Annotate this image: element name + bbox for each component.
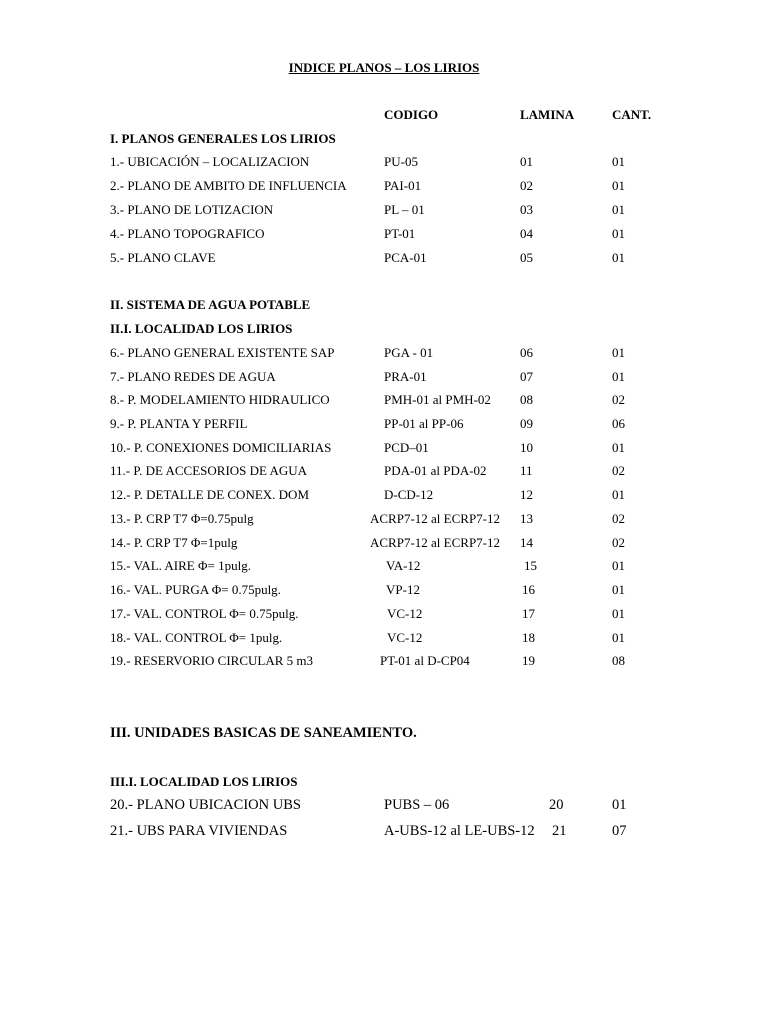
row-cant: 02 bbox=[612, 392, 625, 407]
row-cant: 01 bbox=[612, 630, 625, 645]
row-desc: 19.- RESERVORIO CIRCULAR 5 m3 bbox=[110, 653, 313, 668]
row-codigo: ACRP7-12 al ECRP7-12 bbox=[370, 535, 501, 550]
row-desc: 6.- PLANO GENERAL EXISTENTE SAP bbox=[110, 345, 335, 360]
row-desc: 12.- P. DETALLE DE CONEX. DOM bbox=[110, 487, 309, 502]
row-cant: 01 bbox=[612, 797, 627, 813]
row-codigo: ACRP7-12 al ECRP7-12 bbox=[370, 511, 501, 526]
row-desc: 21.- UBS PARA VIVIENDAS bbox=[110, 823, 288, 839]
row-codigo: PMH-01 al PMH-02 bbox=[384, 392, 491, 407]
row-lamina: 09 bbox=[520, 416, 533, 431]
row-cant: 01 bbox=[612, 440, 625, 455]
row-cant: 01 bbox=[612, 202, 625, 217]
header-lamina: LAMINA bbox=[520, 107, 575, 122]
row-cant: 01 bbox=[612, 154, 625, 169]
row-codigo: A-UBS-12 al LE-UBS-12 bbox=[384, 823, 535, 839]
row-desc: 4.- PLANO TOPOGRAFICO bbox=[110, 226, 265, 241]
row-codigo: PCA-01 bbox=[384, 250, 427, 265]
row-lamina: 06 bbox=[520, 345, 533, 360]
row-lamina: 01 bbox=[520, 154, 533, 169]
row-lamina: 14 bbox=[520, 535, 533, 550]
row-lamina: 20 bbox=[549, 797, 564, 813]
row-lamina: 16 bbox=[522, 582, 535, 597]
row-lamina: 02 bbox=[520, 178, 533, 193]
row-codigo: PU-05 bbox=[384, 154, 418, 169]
row-codigo: VC-12 bbox=[387, 630, 423, 645]
row-cant: 01 bbox=[612, 178, 625, 193]
row-codigo: PCD–01 bbox=[384, 440, 429, 455]
row-codigo: PT-01 bbox=[384, 226, 416, 241]
row-lamina: 19 bbox=[522, 653, 535, 668]
row-desc: 20.- PLANO UBICACION UBS bbox=[110, 797, 301, 813]
row-lamina: 18 bbox=[522, 630, 535, 645]
section-heading-2: II. SISTEMA DE AGUA POTABLE bbox=[110, 297, 311, 312]
section-heading-3: III. UNIDADES BASICAS DE SANEAMIENTO. bbox=[110, 725, 417, 741]
row-cant: 07 bbox=[612, 823, 627, 839]
subsection-heading-3-1: III.I. LOCALIDAD LOS LIRIOS bbox=[110, 774, 298, 789]
document-title: INDICE PLANOS – LOS LIRIOS bbox=[288, 60, 480, 75]
row-codigo: PRA-01 bbox=[384, 369, 427, 384]
row-cant: 02 bbox=[612, 463, 625, 478]
row-cant: 01 bbox=[612, 582, 625, 597]
row-desc: 15.- VAL. AIRE Φ= 1pulg. bbox=[110, 558, 251, 573]
header-cant: CANT. bbox=[612, 107, 652, 122]
row-desc: 13.- P. CRP T7 Φ=0.75pulg bbox=[110, 511, 254, 526]
row-codigo: PDA-01 al PDA-02 bbox=[384, 463, 487, 478]
row-desc: 7.- PLANO REDES DE AGUA bbox=[110, 369, 276, 384]
row-desc: 16.- VAL. PURGA Φ= 0.75pulg. bbox=[110, 582, 281, 597]
row-lamina: 11 bbox=[520, 463, 533, 478]
row-desc: 1.- UBICACIÓN – LOCALIZACION bbox=[110, 154, 310, 169]
header-codigo: CODIGO bbox=[384, 107, 439, 122]
row-lamina: 07 bbox=[520, 369, 533, 384]
row-lamina: 21 bbox=[552, 823, 567, 839]
row-cant: 01 bbox=[612, 369, 625, 384]
section-heading-1: I. PLANOS GENERALES LOS LIRIOS bbox=[110, 131, 336, 146]
row-cant: 01 bbox=[612, 558, 625, 573]
row-codigo: PGA - 01 bbox=[384, 345, 434, 360]
row-codigo: PAI-01 bbox=[384, 178, 422, 193]
row-cant: 01 bbox=[612, 487, 625, 502]
row-lamina: 15 bbox=[524, 558, 537, 573]
row-cant: 08 bbox=[612, 653, 625, 668]
row-codigo: D-CD-12 bbox=[384, 487, 434, 502]
row-desc: 8.- P. MODELAMIENTO HIDRAULICO bbox=[110, 392, 330, 407]
row-desc: 14.- P. CRP T7 Φ=1pulg bbox=[110, 535, 238, 550]
row-codigo: PP-01 al PP-06 bbox=[384, 416, 464, 431]
row-codigo: VA-12 bbox=[386, 558, 421, 573]
row-codigo: VC-12 bbox=[387, 606, 423, 621]
row-codigo: PUBS – 06 bbox=[384, 797, 450, 813]
row-cant: 01 bbox=[612, 345, 625, 360]
row-lamina: 08 bbox=[520, 392, 533, 407]
row-lamina: 10 bbox=[520, 440, 533, 455]
row-lamina: 05 bbox=[520, 250, 533, 265]
row-desc: 3.- PLANO DE LOTIZACION bbox=[110, 202, 274, 217]
subsection-heading-2-1: II.I. LOCALIDAD LOS LIRIOS bbox=[110, 321, 293, 336]
row-cant: 01 bbox=[612, 226, 625, 241]
row-desc: 9.- P. PLANTA Y PERFIL bbox=[110, 416, 248, 431]
row-desc: 5.- PLANO CLAVE bbox=[110, 250, 216, 265]
row-desc: 10.- P. CONEXIONES DOMICILIARIAS bbox=[110, 440, 332, 455]
row-cant: 01 bbox=[612, 250, 625, 265]
row-cant: 02 bbox=[612, 511, 625, 526]
row-desc: 11.- P. DE ACCESORIOS DE AGUA bbox=[110, 463, 308, 478]
row-desc: 2.- PLANO DE AMBITO DE INFLUENCIA bbox=[110, 178, 347, 193]
row-lamina: 04 bbox=[520, 226, 533, 241]
row-lamina: 17 bbox=[522, 606, 535, 621]
row-codigo: PT-01 al D-CP04 bbox=[380, 653, 470, 668]
row-lamina: 03 bbox=[520, 202, 533, 217]
row-codigo: PL – 01 bbox=[384, 202, 425, 217]
row-lamina: 13 bbox=[520, 511, 533, 526]
row-desc: 17.- VAL. CONTROL Φ= 0.75pulg. bbox=[110, 606, 299, 621]
row-cant: 01 bbox=[612, 606, 625, 621]
row-lamina: 12 bbox=[520, 487, 533, 502]
row-desc: 18.- VAL. CONTROL Φ= 1pulg. bbox=[110, 630, 283, 645]
row-codigo: VP-12 bbox=[386, 582, 420, 597]
row-cant: 02 bbox=[612, 535, 625, 550]
row-cant: 06 bbox=[612, 416, 625, 431]
